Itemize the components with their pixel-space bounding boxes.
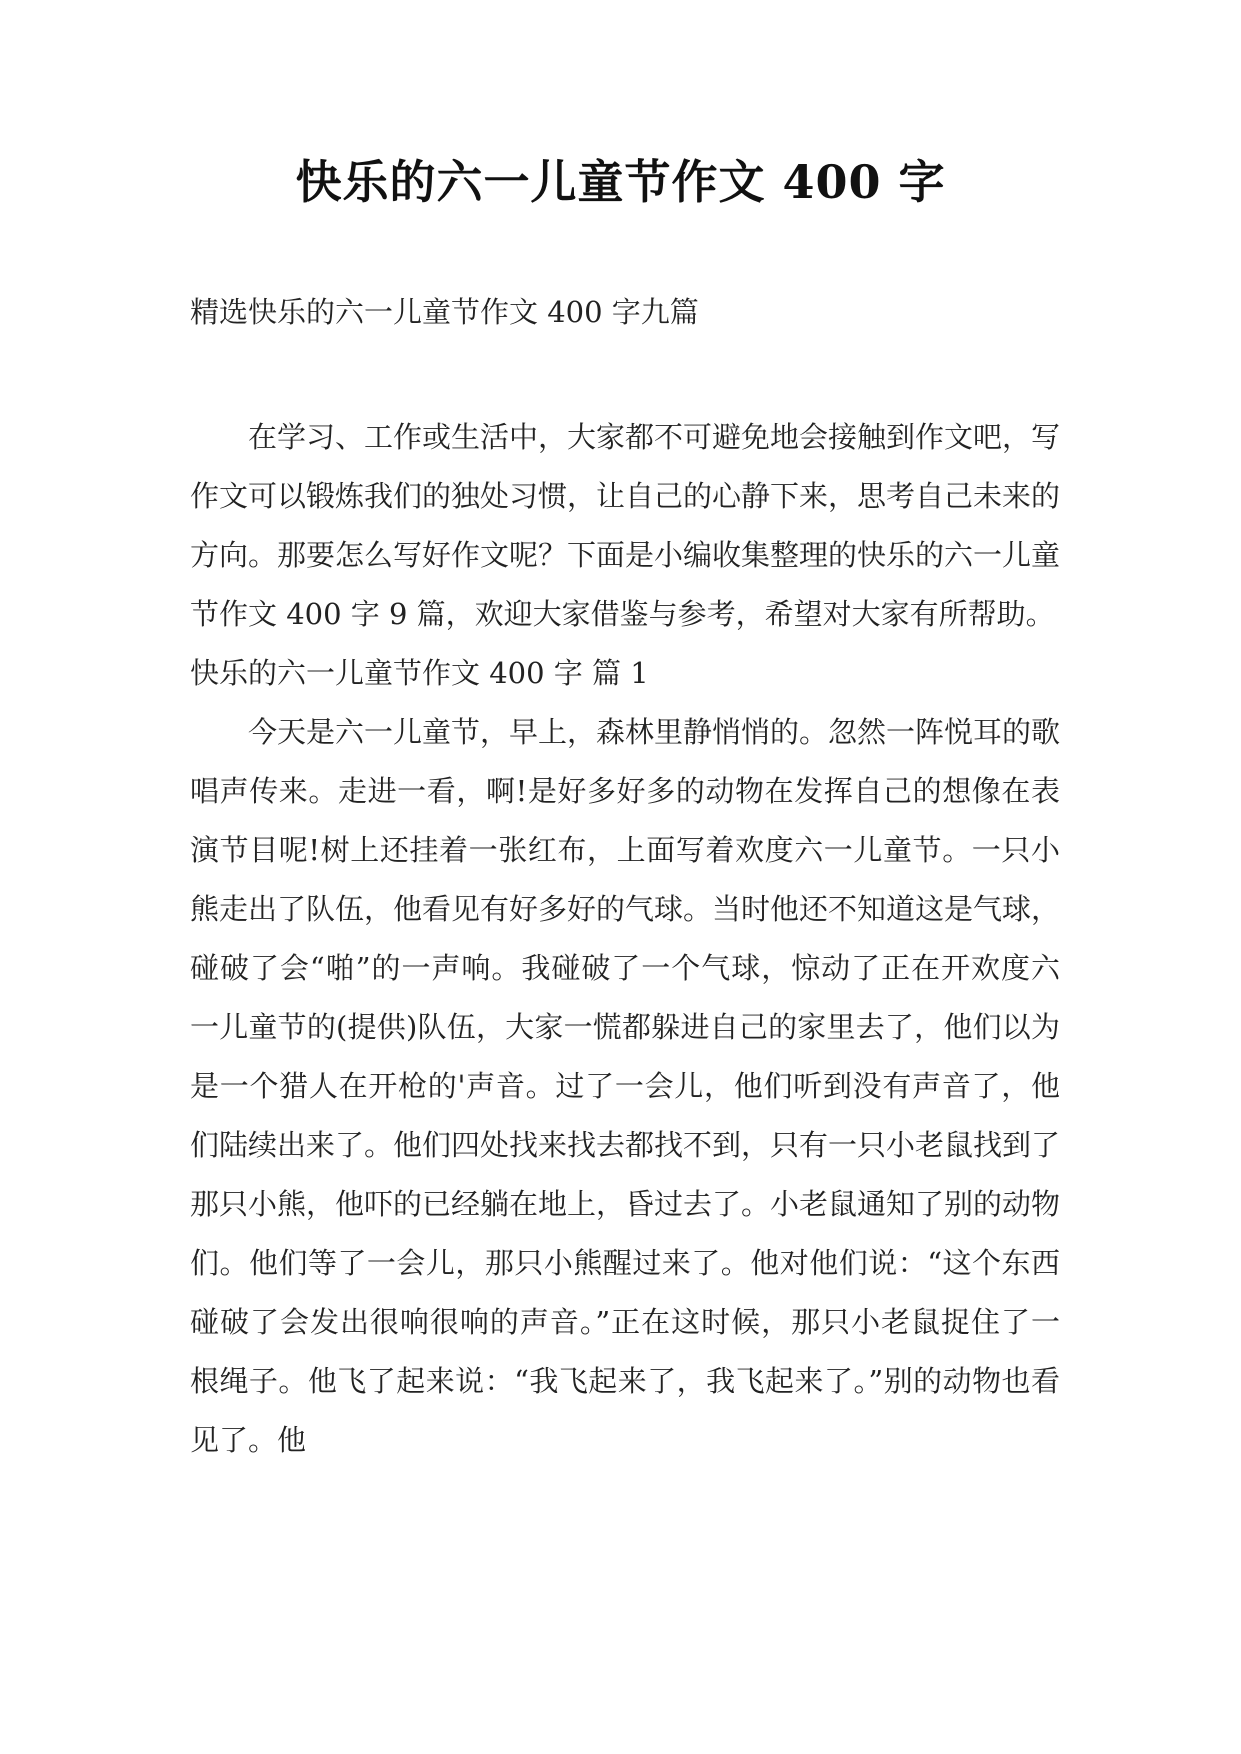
document-subtitle: 精选快乐的六一儿童节作文 400 字九篇 — [190, 295, 699, 329]
document-body — [190, 408, 1060, 1470]
section-paragraph: 今天是六一儿童节，早上，森林里静悄悄的。忽然一阵悦耳的歌唱声传来。走进一看，啊!是好多好多的动物在发挥自己的想像在表演节目呢!树上还挂着一张红布，上面写着欢度六一儿童节。一只小熊走出了队伍，他看见有好多好的气球。当时他还不知道这是气球，碰破了会“啪”的一声响。我碰破了一个气球，惊动了正在开欢度六一儿童节的(提供)队伍，大家一慌都躲进自己的家里去了，他们以为是一个猎人在开枪的'声音。过了一会儿，他们听到没有声音了，他们陆续出来了。他们四处找来找去都找不到，只有一只小老鼠找到了那只小熊，他吓的已经躺在地上，昏过去了。小老鼠通知了别的动物们。他们等了一会儿，那只小熊醒过来了。他对他们说：“这个东西碰破了会发出很响很响的声音。”正在这时候，那只小老鼠捉住了一根绳子。他飞了起来说：“我飞起来了，我飞起来了。”别的动物也看见了。他 — [190, 715, 1061, 1457]
intro-paragraph: 在学习、工作或生活中，大家都不可避免地会接触到作文吧，写作文可以锻炼我们的独处习惯，让自己的心静下来，思考自己未来的方向。那要怎么写好作文呢？下面是小编收集整理的快乐的六一儿童节作文 400 字 9 篇，欢迎大家借鉴与参考，希望对大家有所帮助。 — [190, 420, 1061, 631]
section-heading: 快乐的六一儿童节作文 400 字 篇 1 — [190, 656, 649, 690]
document-title: 快乐的六一儿童节作文 400 字 — [295, 155, 946, 209]
